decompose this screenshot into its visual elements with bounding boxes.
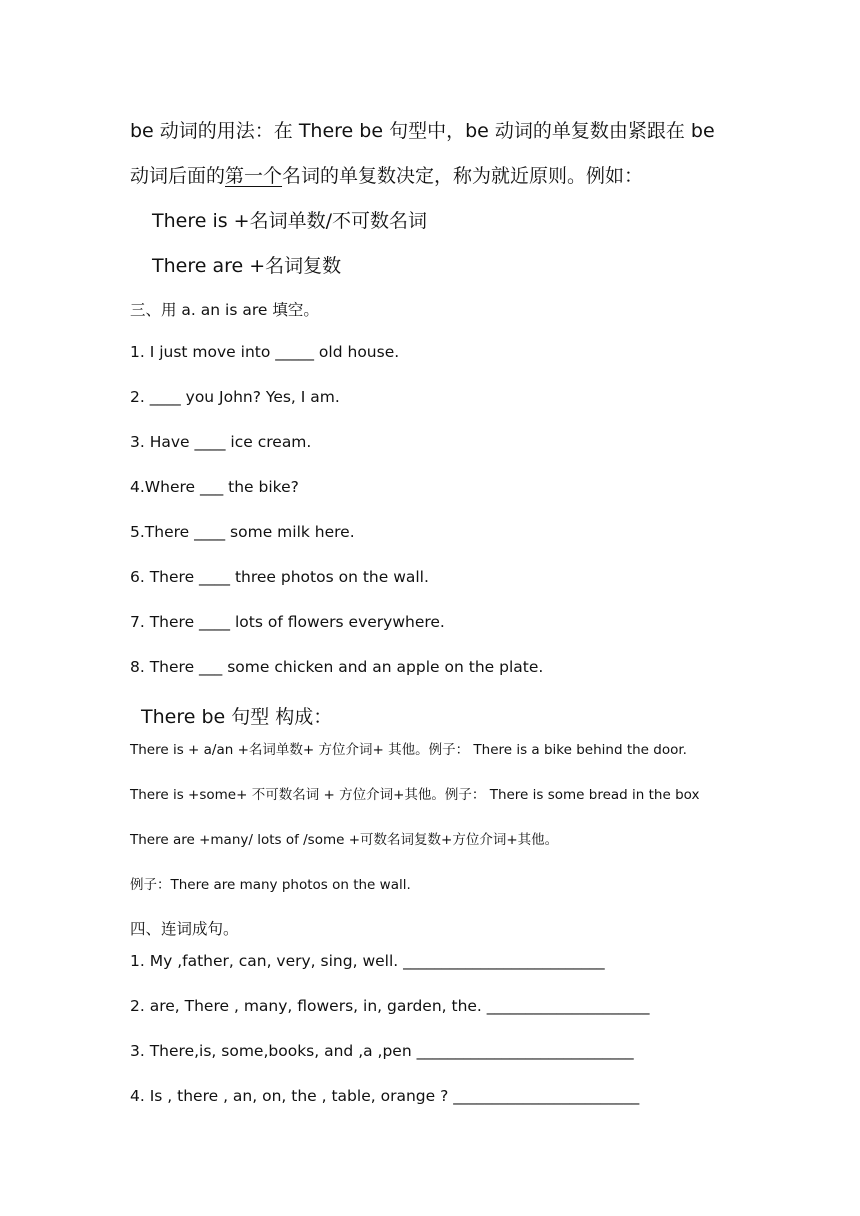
section3-item-6: 6. There ____ three photos on the wall. — [130, 568, 429, 586]
rule-line-1: be 动词的用法：在 There be 句型中，be 动词的单复数由紧跟在 be — [130, 120, 715, 142]
structure-line-4: 例子：There are many photos on the wall. — [130, 877, 411, 893]
structure-line-3: There are +many/ lots of /some +可数名词复数+方位介词+其他。 — [130, 832, 559, 848]
formula-there-is: There is +名词单数/不可数名词 — [152, 210, 427, 232]
formula-there-are: There are +名词复数 — [152, 255, 342, 277]
section3-item-8: 8. There ___ some chicken and an apple on the plate. — [130, 658, 544, 676]
rule-line-2-pre: 动词后面的 — [130, 165, 226, 187]
section3-item-2: 2. ____ you John? Yes, I am. — [130, 388, 340, 406]
section3-title: 三、用 a. an is are 填空。 — [130, 301, 319, 319]
section4-item-4: 4. Is , there , an, on, the , table, orange ? ________________________ — [130, 1087, 640, 1105]
section4-item-3: 3. There,is, some,books, and ,a ,pen ____________________________ — [130, 1042, 634, 1060]
structure-line-2: There is +some+ 不可数名词 + 方位介词+其他。例子： There is some bread in the box — [130, 787, 700, 803]
section4-item-2: 2. are, There , many, flowers, in, garden, the. _____________________ — [130, 997, 650, 1015]
rule-line-2 — [130, 161, 643, 188]
structure-title: There be 句型 构成： — [141, 706, 333, 728]
rule-line-2-post: 名词的单复数决定，称为就近原则。例如： — [282, 165, 644, 187]
section3-item-1: 1. I just move into _____ old house. — [130, 343, 400, 361]
section4-item-1: 1. My ,father, can, very, sing, well. __________________________ — [130, 952, 605, 970]
section3-item-3: 3. Have ____ ice cream. — [130, 433, 312, 451]
section4-title: 四、连词成句。 — [130, 920, 239, 938]
rule-underlined-word: 第一个 — [225, 165, 283, 187]
section3-item-5: 5.There ____ some milk here. — [130, 523, 355, 541]
section3-item-4: 4.Where ___ the bike? — [130, 478, 299, 496]
section3-item-7: 7. There ____ lots of flowers everywhere. — [130, 613, 445, 631]
structure-line-1: There is + a/an +名词单数+ 方位介词+ 其他。例子： There is a bike behind the door. — [130, 742, 687, 758]
